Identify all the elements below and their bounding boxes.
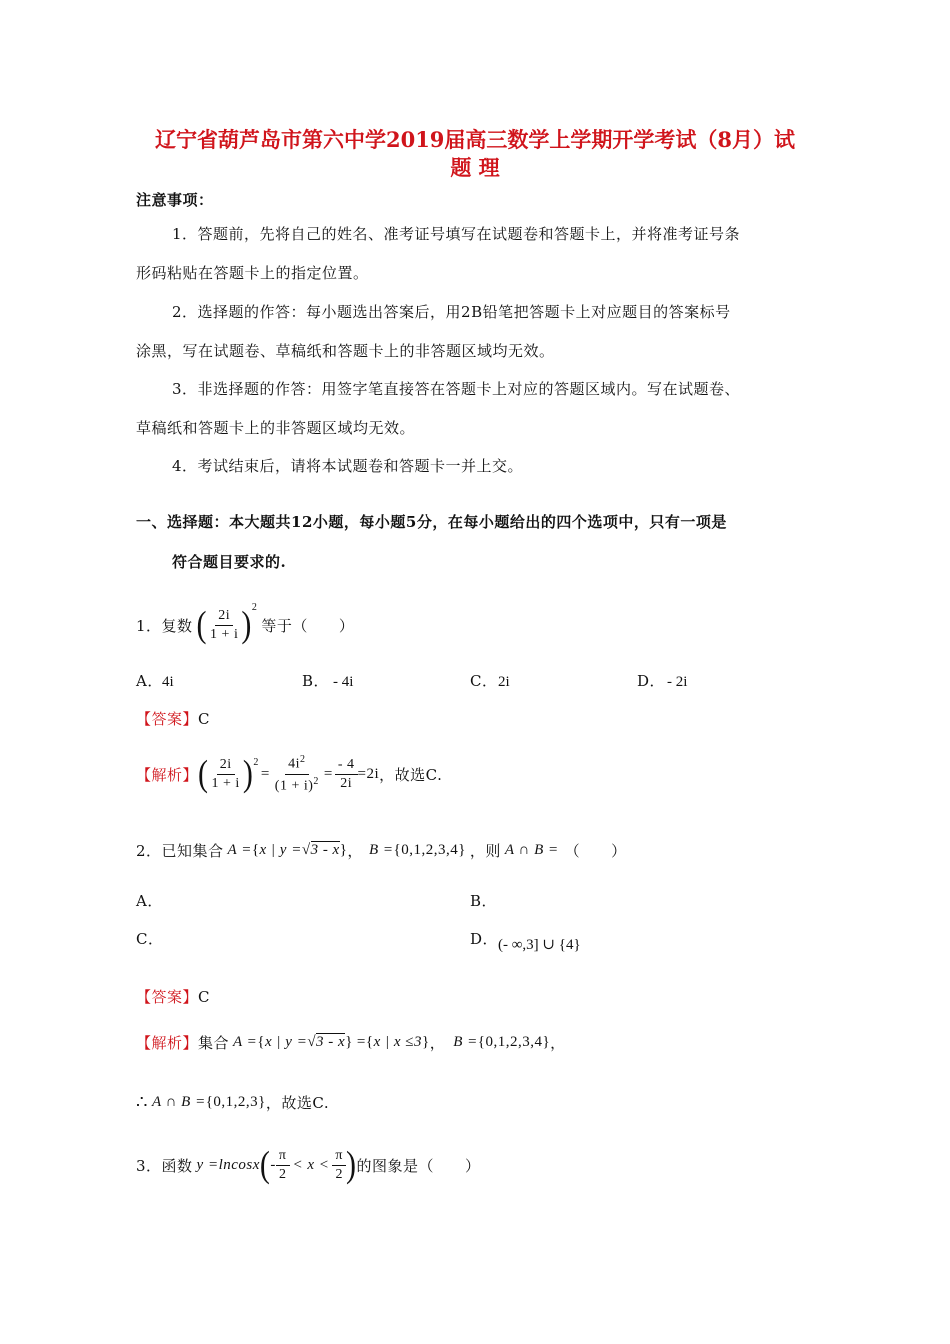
q1-answer-value: C — [198, 710, 210, 728]
q2-ana-set2: x | x ≤3 — [373, 1033, 422, 1050]
q1-prefix: 1．复数 — [136, 616, 193, 635]
q2-option-d-label: D． — [470, 930, 499, 948]
question-1 — [136, 600, 354, 650]
q1-ana-frac3-num: - 4 — [335, 757, 358, 774]
q2-option-d-value: (- ∞,3] ∪ {4} — [498, 937, 581, 953]
q2-answer-value: C — [198, 988, 210, 1006]
q3-domain: ( - $\frac{\pi}{2}$ < x < $\frac{\pi}{2}$ ) — [259, 1143, 357, 1185]
q1-ana-frac2-num: 4i — [288, 757, 301, 773]
q1-ana-tail: ，故选C. — [379, 765, 443, 784]
q2-prefix: 2．已知集合 — [136, 841, 224, 860]
q2-ana-eq: = — [356, 1033, 366, 1050]
q1-option-a-value: 4i — [162, 674, 174, 690]
q1-analysis-tag: 【解析】 — [136, 765, 199, 784]
q2-option-c-label: C． — [136, 930, 164, 948]
q3-inequality: < x < — [292, 1156, 330, 1173]
q2-ana-comma2: ， — [550, 1033, 566, 1052]
question-3 — [136, 1142, 481, 1188]
q3-suffix: 的图象是（ ） — [356, 1156, 481, 1175]
q2-set-a: A = — [227, 841, 252, 858]
q2-ana-tail: ，故选C. — [265, 1093, 330, 1112]
page-title-line2: 题 理 — [450, 155, 500, 180]
q1-ana-frac1-den: 1 + i — [211, 775, 240, 791]
notice-item-1-line2: 形码粘贴在答题卡上的指定位置。 — [136, 264, 369, 282]
q1-option-d-value: - 2i — [667, 674, 688, 690]
q2-analysis-tag: 【解析】 — [136, 1033, 199, 1052]
section-1-heading-line1: 一、选择题：本大题共12小题，每小题5分，在每小题给出的四个选项中，只有一项是 — [136, 513, 727, 531]
q3-pi-right: π — [332, 1148, 346, 1165]
q1-ana-frac3-den: 2i — [340, 775, 353, 791]
q3-pi-left: π — [276, 1148, 290, 1165]
q1-analysis — [136, 748, 442, 800]
q2-comma: ， — [347, 841, 363, 860]
q2-answer-tag: 【答案】 — [136, 988, 199, 1006]
q1-analysis-expression: ( $\frac{2i}{1 + i}$ ) $^2$ = $\frac{4i^2}{(1 + i)^2}$ = $\frac{- 4}{2i}$ =2i — [198, 752, 380, 794]
q1-answer-tag: 【答案】 — [136, 710, 199, 728]
q2-ana-set-a-cond: x | y = — [265, 1033, 308, 1050]
q3-prefix: 3．函数 — [136, 1156, 193, 1175]
q1-ana-exp: 2 — [253, 756, 259, 768]
q1-option-c-label: C． — [470, 672, 498, 690]
q2-ana-intersect-body: 0,1,2,3 — [213, 1093, 259, 1110]
notice-item-2-line1: 2．选择题的作答：每小题选出答案后，用2B铅笔把答题卡上对应题目的答案标号 — [172, 303, 731, 321]
page-title-line1: 辽宁省葫芦岛市第六中学2019届高三数学上学期开学考试（8月）试 — [154, 127, 796, 152]
q2-intersect: A ∩ B = — [504, 841, 559, 858]
q1-answer — [136, 708, 210, 729]
q3-two-right: 2 — [335, 1166, 343, 1182]
notice-item-3-line2: 草稿纸和答题卡上的非答题区域均无效。 — [136, 419, 416, 437]
q1-option-d-label: D． — [637, 672, 666, 690]
q1-option-b-value: - 4i — [333, 674, 354, 690]
therefore-icon: ∴ — [136, 1091, 148, 1113]
q2-ana-intersect: A ∩ B = — [151, 1093, 206, 1110]
section-1-heading-line2: 符合题目要求的. — [172, 553, 287, 571]
notice-item-2-line2: 涂黑，写在试题卷、草稿纸和答题卡上的非答题区域均无效。 — [136, 342, 555, 360]
q2-set-a-cond: x | y = — [259, 841, 302, 858]
notice-item-1-line1: 1．答题前，先将自己的姓名、准考证号填写在试题卷和答题卡上，并将准考证号条 — [172, 225, 741, 243]
q3-minus: - — [270, 1156, 276, 1173]
q1-ana-result: =2i — [357, 765, 380, 782]
q1-ana-eq1: = — [260, 765, 270, 782]
q1-expression: ( $\frac{2i}{1 + i}$ )$^2$ — [196, 602, 258, 645]
q2-set-b: B = — [368, 841, 394, 858]
q1-exponent: 2 — [251, 602, 258, 614]
q3-variable: x — [252, 1156, 260, 1173]
notice-heading: 注意事项： — [136, 191, 214, 209]
q2-set-b-body: 0,1,2,3,4 — [401, 841, 459, 858]
q3-function: y =lncos — [196, 1156, 253, 1173]
q1-option-c-value: 2i — [498, 674, 510, 690]
q2-ana-sqrt: 3 - x — [316, 1033, 346, 1050]
notice-item-3-line1: 3．非选择题的作答：用签字笔直接答在答题卡上对应的答题区域内。写在试题卷、 — [172, 380, 741, 398]
q2-ana-set-b-body: 0,1,2,3,4 — [485, 1033, 543, 1050]
q2-option-a-label: A． — [136, 892, 163, 910]
q2-option-b-label: B． — [470, 892, 498, 910]
q2-analysis-line1: 【解析】 集合 A = {x | y =√3 - x} = {x | x ≤3} ， B = {0,1,2,3,4} ， — [136, 1033, 566, 1052]
question-2: 2．已知集合 A = {x | y =√3 - x} ， B = {0,1,2,3,4} ，则 A ∩ B = （ ） — [136, 841, 627, 860]
q1-ana-eq2: = — [323, 765, 333, 782]
q1-numerator: 2i — [215, 608, 233, 625]
q1-option-b-label: B． — [302, 672, 330, 690]
q2-paren: （ ） — [564, 841, 627, 860]
q2-then: ，则 — [469, 841, 501, 860]
notice-item-4-line1: 4．考试结束后，请将本试题卷和答题卡一并上交。 — [172, 457, 524, 475]
q2-ana-prefix: 集合 — [198, 1033, 230, 1052]
q3-two-left: 2 — [278, 1166, 287, 1182]
q1-option-a-label: A． — [136, 672, 163, 690]
q1-ana-frac2-num-exp: 2 — [300, 754, 306, 766]
q1-ana-frac2-den-exp: 2 — [313, 775, 319, 787]
q1-ana-frac1-num: 2i — [217, 757, 235, 774]
q1-ana-frac2-den: (1 + i) — [274, 778, 314, 794]
q2-ana-set-b: B = — [453, 1033, 478, 1050]
q2-sqrt: 3 - x — [310, 841, 340, 858]
q2-set-a-body: {x | y =√3 - x} — [251, 841, 348, 858]
q2-ana-comma: ， — [429, 1033, 446, 1052]
q1-denominator: 1 + i — [210, 626, 239, 642]
q2-ana-set-a: A = — [233, 1033, 258, 1050]
q2-answer — [136, 986, 210, 1007]
q1-suffix: 等于（ ） — [261, 616, 355, 635]
q2-analysis-line2: ∴ A ∩ B = {0,1,2,3} ，故选C. — [136, 1091, 330, 1113]
